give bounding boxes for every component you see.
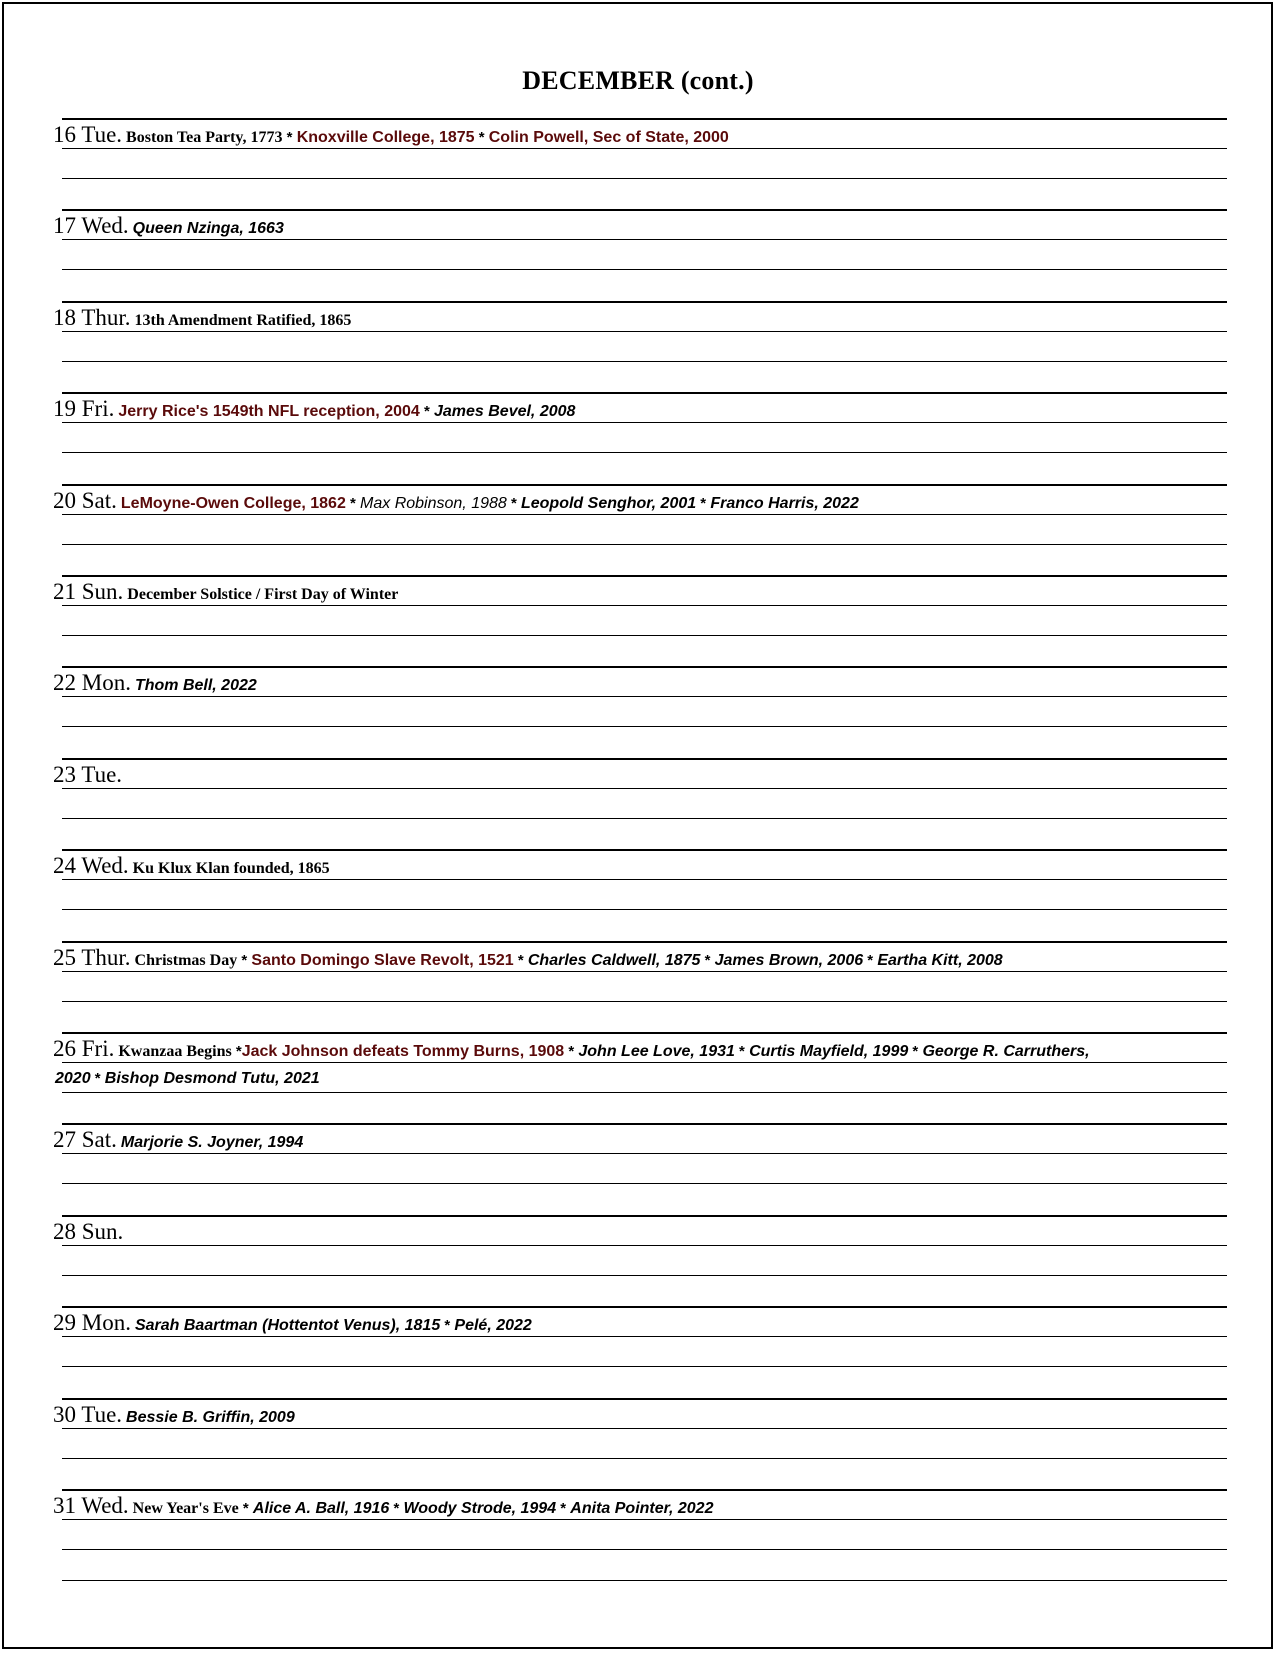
ruled-line (62, 849, 1227, 851)
event-text: Jack Johnson defeats Tommy Burns, 1908 (241, 1043, 565, 1060)
day-label: 18 Thur. (53, 305, 131, 330)
ruled-line (62, 1275, 1227, 1276)
separator: * (282, 129, 297, 146)
ruled-line (62, 909, 1227, 910)
day-entry (0, 666, 1279, 757)
event-text: Leopold Senghor, 2001 (520, 495, 697, 512)
ruled-line (62, 269, 1227, 270)
ruled-line (62, 818, 1227, 819)
ruled-line (62, 1366, 1227, 1367)
day-line (53, 1492, 1233, 1523)
event-text: 2020 (55, 1070, 91, 1087)
event-text: Marjorie S. Joyner, 1994 (120, 1134, 304, 1151)
ruled-line (62, 1183, 1227, 1184)
event-text: Santo Domingo Slave Revolt, 1521 (251, 952, 514, 969)
separator: * (700, 952, 715, 969)
event-text: Ku Klux Klan founded, 1865 (132, 860, 330, 877)
event-text: Pelé, 2022 (454, 1317, 532, 1334)
day-line-continued (55, 1065, 1235, 1093)
day-label: 30 Tue. (53, 1402, 123, 1427)
day-line (53, 304, 1233, 335)
separator: * (564, 1043, 579, 1060)
day-entry (0, 392, 1279, 483)
event-text: Knoxville College, 1875 (296, 129, 475, 146)
separator: * (345, 495, 361, 512)
day-line (53, 1035, 1233, 1066)
separator: * (556, 1500, 571, 1517)
day-label: 24 Wed. (53, 853, 129, 878)
day-label: 19 Fri. (53, 396, 115, 421)
day-entry (0, 301, 1279, 392)
separator: * (908, 1043, 923, 1060)
ruled-line (62, 726, 1227, 727)
event-text: Franco Harris, 2022 (710, 495, 859, 512)
day-label: 29 Mon. (53, 1310, 131, 1335)
day-line (53, 121, 1233, 152)
day-line (53, 761, 1233, 792)
separator: * (474, 129, 489, 146)
ruled-line (62, 209, 1227, 211)
separator: * (734, 1043, 750, 1060)
day-label: 25 Thur. (53, 945, 131, 970)
ruled-line (62, 452, 1227, 453)
day-line (53, 944, 1233, 975)
event-text: LeMoyne-Owen College, 1862 (120, 495, 346, 512)
event-text: Max Robinson, 1988 (360, 495, 507, 512)
event-text: Thom Bell, 2022 (134, 677, 257, 694)
day-entry (0, 575, 1279, 666)
ruled-line (62, 941, 1227, 943)
ruled-line (62, 666, 1227, 668)
ruled-line (62, 1398, 1227, 1400)
ruled-line (62, 118, 1227, 120)
ruled-line (62, 758, 1227, 760)
day-entry (0, 118, 1279, 209)
event-text: Christmas Day (134, 952, 238, 969)
event-text: Eartha Kitt, 2008 (877, 952, 1003, 969)
event-text: Bishop Desmond Tutu, 2021 (104, 1070, 320, 1087)
day-label: 26 Fri. (53, 1036, 115, 1061)
event-text: Boston Tea Party, 1773 (126, 129, 283, 146)
event-text: Jerry Rice's 1549th NFL reception, 2004 (118, 403, 420, 420)
day-line (53, 578, 1233, 609)
day-line (53, 669, 1233, 700)
day-entry (0, 1032, 1279, 1123)
day-entry (0, 849, 1279, 940)
day-entry (0, 1215, 1279, 1306)
day-line (53, 852, 1233, 883)
day-line (53, 1126, 1233, 1157)
separator: * (231, 1043, 242, 1060)
separator: * (440, 1317, 455, 1334)
day-line (53, 487, 1233, 518)
event-text: Kwanzaa Begins (118, 1043, 232, 1060)
event-text: Alice A. Ball, 1916 (252, 1500, 390, 1517)
ruled-line (62, 1123, 1227, 1125)
event-text: New Year's Eve (132, 1500, 239, 1517)
day-entry (0, 1123, 1279, 1214)
event-text: Sarah Baartman (Hottentot Venus), 1815 (134, 1317, 441, 1334)
event-text: John Lee Love, 1931 (578, 1043, 735, 1060)
ruled-line (62, 1001, 1227, 1002)
day-entry (0, 758, 1279, 849)
ruled-line (62, 301, 1227, 303)
ruled-line (62, 1580, 1227, 1581)
event-text: Colin Powell, Sec of State, 2000 (488, 129, 729, 146)
ruled-line (62, 1549, 1227, 1550)
ruled-line (62, 361, 1227, 362)
day-label: 28 Sun. (53, 1219, 124, 1244)
event-text: Queen Nzinga, 1663 (132, 220, 284, 237)
day-line (53, 1218, 1233, 1249)
day-label: 16 Tue. (53, 122, 123, 147)
page-title: DECEMBER (cont.) (522, 66, 754, 95)
day-label: 21 Sun. (53, 579, 124, 604)
separator: * (90, 1070, 105, 1087)
event-text: James Bevel, 2008 (433, 403, 576, 420)
separator: * (506, 495, 521, 512)
separator: * (696, 495, 711, 512)
ruled-line (62, 635, 1227, 636)
ruled-line (62, 1215, 1227, 1217)
event-text: James Brown, 2006 (714, 952, 864, 969)
ruled-line (62, 392, 1227, 394)
day-label: 20 Sat. (53, 488, 117, 513)
event-text: Curtis Mayfield, 1999 (749, 1043, 909, 1060)
day-line (53, 395, 1233, 426)
ruled-line (62, 484, 1227, 486)
ruled-line (62, 1458, 1227, 1459)
ruled-line (62, 575, 1227, 577)
event-text: Woody Strode, 1994 (403, 1500, 557, 1517)
event-text: Anita Pointer, 2022 (570, 1500, 714, 1517)
day-label: 27 Sat. (53, 1127, 117, 1152)
day-entry (0, 1489, 1279, 1580)
separator: * (238, 1500, 253, 1517)
day-label: 31 Wed. (53, 1493, 129, 1518)
day-label: 23 Tue. (53, 762, 123, 787)
day-line (53, 212, 1233, 243)
day-line (53, 1401, 1233, 1432)
day-entry (0, 941, 1279, 1032)
separator: * (513, 952, 528, 969)
event-text: George R. Carruthers, (922, 1043, 1090, 1060)
separator: * (237, 952, 252, 969)
separator: * (419, 403, 434, 420)
ruled-line (62, 1489, 1227, 1491)
ruled-line (62, 1306, 1227, 1308)
day-entry (0, 1398, 1279, 1489)
event-text: December Solstice / First Day of Winter (127, 586, 399, 603)
event-text: Charles Caldwell, 1875 (527, 952, 701, 969)
day-line (53, 1309, 1233, 1340)
event-text: 13th Amendment Ratified, 1865 (134, 312, 352, 329)
ruled-line (62, 178, 1227, 179)
separator: * (863, 952, 878, 969)
day-label: 17 Wed. (53, 213, 129, 238)
ruled-line (62, 544, 1227, 545)
ruled-line (62, 1032, 1227, 1034)
day-label: 22 Mon. (53, 670, 131, 695)
separator: * (389, 1500, 404, 1517)
event-text: Bessie B. Griffin, 2009 (126, 1409, 295, 1426)
day-entry (0, 1306, 1279, 1397)
day-entry (0, 484, 1279, 575)
day-entry (0, 209, 1279, 300)
